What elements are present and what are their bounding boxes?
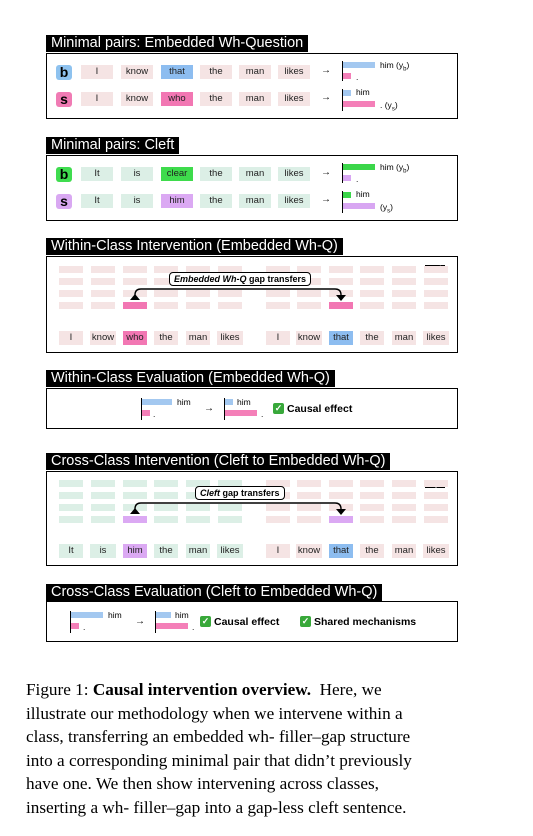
up-arrow (433, 286, 439, 289)
figure-caption (26, 678, 496, 820)
layer-cell (329, 516, 353, 523)
layer-cell (154, 290, 178, 297)
layer-cell (186, 302, 210, 309)
output-label (380, 202, 393, 217)
check-icon: ✓ (201, 616, 210, 626)
minimal-pairs-wh-box (46, 53, 458, 119)
token: the (200, 65, 232, 79)
up-arrow (338, 500, 344, 503)
token: It (59, 544, 83, 558)
badge-s: s (56, 92, 72, 107)
layer-cell (59, 516, 83, 523)
layer-cell (266, 516, 290, 523)
up-arrow (306, 512, 312, 515)
layer-cell (392, 504, 416, 511)
layer-cell (360, 492, 384, 499)
gap-transfers-text: gap transfers (246, 274, 307, 284)
token-highlight: him (161, 194, 193, 208)
badge-b: b (56, 65, 72, 80)
token: likes (278, 92, 310, 106)
layer-cell (91, 290, 115, 297)
layer-cell (266, 504, 290, 511)
cross-class-intervention-box (46, 471, 458, 566)
panel-title: Minimal pairs: Cleft (46, 137, 179, 154)
up-arrow (433, 512, 439, 515)
caption-line: class, transferring an embedded wh- filler–gap structure (26, 727, 411, 747)
token: likes (423, 544, 449, 558)
up-arrow (369, 488, 375, 491)
up-arrow (433, 500, 439, 503)
layer-cell (297, 516, 321, 523)
arrow-right: → (321, 92, 331, 103)
up-arrow (433, 298, 439, 301)
token-highlight: who (123, 331, 147, 345)
layer-cell (218, 302, 242, 309)
layer-cell (360, 302, 384, 309)
layer-cell (266, 290, 290, 297)
output-text: (y (380, 202, 388, 212)
layer-cell (91, 278, 115, 285)
layer-cell (123, 480, 147, 487)
panel-title: Within-Class Intervention (Embedded Wh-Q) (46, 238, 343, 255)
token: I (81, 92, 113, 106)
layer-cell (123, 278, 147, 285)
gap-transfers-text: gap transfers (220, 488, 280, 498)
layer-cell (91, 492, 115, 499)
output-text: him (y (380, 60, 404, 70)
minimal-pairs-cleft-box (46, 155, 458, 221)
up-arrow (68, 286, 74, 289)
up-arrow (401, 500, 407, 503)
layer-cell (218, 516, 242, 523)
up-arrow (369, 298, 375, 301)
bar-purple (343, 175, 351, 181)
caption-line: illustrate our methodology when we intervene within a (26, 703, 403, 723)
layer-cell (266, 302, 290, 309)
output-text: . (y (380, 100, 392, 110)
up-arrow (275, 298, 281, 301)
up-arrow (433, 274, 439, 277)
token: know (121, 92, 153, 106)
token: is (90, 544, 116, 558)
layer-cell (154, 492, 178, 499)
layer-cell (424, 480, 448, 487)
layer-cell (360, 516, 384, 523)
token: know (91, 332, 115, 343)
token: the (360, 544, 384, 558)
layer-cell (329, 492, 353, 499)
token: likes (278, 65, 310, 79)
cross-class-evaluation-box (46, 601, 458, 642)
layer-cell (91, 302, 115, 309)
token: likes (278, 167, 310, 181)
output-dot: . (192, 622, 195, 632)
within-class-evaluation-box (46, 388, 458, 429)
up-arrow (68, 500, 74, 503)
up-arrow (369, 512, 375, 515)
caption-text: Here, we (319, 680, 382, 699)
token: man (392, 331, 416, 345)
layer-cell (424, 302, 448, 309)
output-label: him (108, 610, 122, 620)
layer-cell (297, 302, 321, 309)
arrow-right: → (321, 194, 331, 205)
up-arrow (369, 500, 375, 503)
layer-cell (297, 290, 321, 297)
token: I (266, 544, 290, 558)
caption-label: Figure 1: (26, 680, 89, 699)
output-label (380, 60, 409, 75)
causal-effect-label: Causal effect (214, 616, 280, 628)
output-dot: . (153, 409, 156, 419)
bar-blue (142, 399, 172, 405)
layer-cell (424, 504, 448, 511)
up-arrow (433, 488, 439, 491)
layer-cell (424, 278, 448, 285)
bar-pink (156, 623, 188, 629)
up-arrow (369, 286, 375, 289)
token: It (81, 167, 113, 181)
token: I (266, 331, 290, 345)
token-highlight: clear (161, 167, 193, 181)
up-arrow (195, 512, 201, 515)
token-highlight: that (161, 65, 193, 79)
token: the (360, 331, 384, 345)
within-class-intervention-box (46, 256, 458, 353)
up-arrow (68, 274, 74, 277)
up-arrow (132, 286, 138, 289)
layer-cell (123, 302, 147, 309)
token: likes (217, 331, 243, 345)
layer-cell (297, 504, 321, 511)
token: know (297, 332, 321, 343)
bar-pink (225, 410, 257, 416)
panel-title: Within-Class Evaluation (Embedded Wh-Q) (46, 370, 335, 387)
panel-title: Cross-Class Intervention (Cleft to Embedded Wh-Q) (46, 453, 390, 470)
layer-cell (392, 492, 416, 499)
token: man (392, 544, 416, 558)
causal-effect-label: Causal effect (287, 403, 353, 415)
layer-cell (186, 504, 210, 511)
token: man (239, 65, 271, 79)
up-arrow (132, 500, 138, 503)
bar-green (343, 164, 375, 170)
up-arrow (338, 286, 344, 289)
up-arrow (163, 298, 169, 301)
token-highlight: that (329, 331, 353, 345)
layer-cell (360, 504, 384, 511)
token: likes (278, 194, 310, 208)
up-arrow (369, 274, 375, 277)
token: likes (217, 544, 243, 558)
layer-cell (360, 266, 384, 273)
token: the (200, 194, 232, 208)
output-dot: . (261, 409, 264, 419)
arrow-right: → (204, 403, 214, 414)
output-sub: b (403, 168, 407, 175)
up-arrow (306, 488, 312, 491)
output-text: him (y (380, 162, 404, 172)
panel-title: Minimal pairs: Embedded Wh-Question (46, 35, 308, 52)
caption-line: have one. We then show intervening across classes, (26, 774, 379, 794)
arrow-right: → (135, 616, 145, 627)
up-arrow (306, 298, 312, 301)
bar-blue (71, 612, 103, 618)
layer-cell (154, 480, 178, 487)
check-icon: ✓ (301, 616, 310, 626)
up-arrow (100, 286, 106, 289)
layer-cell (91, 516, 115, 523)
arrowhead-icon (336, 295, 346, 301)
output-label: him (177, 397, 191, 407)
output-close: ) (390, 202, 393, 212)
arrow-right: → (321, 65, 331, 76)
bar-blue (343, 90, 351, 96)
up-arrow (68, 488, 74, 491)
up-arrow (68, 298, 74, 301)
layer-cell (59, 278, 83, 285)
layer-cell (91, 480, 115, 487)
panel-title: Cross-Class Evaluation (Cleft to Embedded Wh-Q) (46, 584, 382, 601)
layer-cell (424, 492, 448, 499)
layer-cell (59, 504, 83, 511)
output-sub: s (387, 208, 391, 215)
token: the (154, 331, 178, 345)
token: man (239, 92, 271, 106)
layer-cell (91, 266, 115, 273)
layer-cell (360, 278, 384, 285)
token: the (200, 92, 232, 106)
badge-b: b (56, 167, 72, 182)
layer-cell (59, 492, 83, 499)
caption-line (26, 678, 496, 702)
output-close: ) (394, 100, 398, 110)
up-arrow (227, 512, 233, 515)
token: man (239, 194, 271, 208)
layer-cell (186, 516, 210, 523)
layer-cell (123, 516, 147, 523)
arrow-right: → (321, 167, 331, 178)
caption-line: into a corresponding minimal pair that didn’t previously (26, 750, 412, 770)
check-icon: ✓ (274, 403, 283, 413)
token-highlight: that (329, 544, 353, 558)
layer-cell (424, 516, 448, 523)
gap-transfers-label (195, 486, 285, 500)
output-label: him (356, 189, 370, 199)
up-arrow (401, 298, 407, 301)
bar-pink (142, 410, 150, 416)
output-label: him (356, 87, 370, 97)
token: know (121, 65, 153, 79)
layer-cell (329, 278, 353, 285)
output-label (380, 100, 398, 115)
layer-cell (424, 266, 448, 273)
layer-cell (297, 480, 321, 487)
up-arrow (132, 274, 138, 277)
layer-cell (123, 266, 147, 273)
layer-cell (218, 504, 242, 511)
layer-cell (91, 504, 115, 511)
token: man (186, 544, 210, 558)
layer-cell (329, 480, 353, 487)
caption-bold: Causal intervention overview. (92, 680, 312, 699)
layer-cell (329, 302, 353, 309)
token-highlight: him (123, 544, 147, 558)
up-arrow (275, 512, 281, 515)
output-close: ) (406, 162, 410, 172)
output-sub: b (403, 66, 407, 73)
up-arrow (100, 512, 106, 515)
up-arrow (100, 500, 106, 503)
up-arrow (401, 512, 407, 515)
bar-pink (71, 623, 79, 629)
gap-transfers-label (169, 272, 311, 286)
layer-cell (154, 504, 178, 511)
layer-cell (297, 492, 321, 499)
layer-cell (392, 516, 416, 523)
layer-cell (392, 480, 416, 487)
up-arrow (163, 488, 169, 491)
bar-purple (343, 203, 375, 209)
caption-line: inserting a wh- filler–gap into a gap-less cleft sentence. (26, 797, 407, 817)
token: I (59, 331, 83, 345)
up-arrow (401, 488, 407, 491)
output-dot: . (356, 72, 359, 82)
layer-cell (329, 266, 353, 273)
bar-green (343, 192, 351, 198)
layer-cell (59, 302, 83, 309)
bar-blue (225, 399, 233, 405)
up-arrow (132, 488, 138, 491)
output-label: him (237, 397, 251, 407)
layer-cell (392, 290, 416, 297)
output-sub: s (391, 106, 395, 113)
up-arrow (195, 298, 201, 301)
token: man (186, 331, 210, 345)
layer-cell (392, 278, 416, 285)
layer-cell (392, 302, 416, 309)
up-arrow (227, 298, 233, 301)
output-dot: . (356, 174, 359, 184)
output-label (380, 162, 409, 177)
token: the (200, 167, 232, 181)
token: is (121, 194, 153, 208)
output-label: him (175, 610, 189, 620)
up-arrow (338, 488, 344, 491)
up-arrow (100, 274, 106, 277)
up-arrow (338, 274, 344, 277)
gap-transfers-italic: Cleft (200, 488, 220, 498)
layer-cell (360, 290, 384, 297)
bar-pink (343, 73, 351, 79)
shared-mechanisms-label: Shared mechanisms (314, 616, 417, 628)
token: It (81, 194, 113, 208)
layer-cell (123, 492, 147, 499)
up-arrow (401, 274, 407, 277)
output-dot: . (83, 622, 86, 632)
up-arrow (163, 512, 169, 515)
layer-cell (59, 266, 83, 273)
up-arrow (68, 512, 74, 515)
bar-blue (343, 62, 375, 68)
layer-cell (392, 266, 416, 273)
bar-pink (343, 101, 375, 107)
layer-cell (154, 516, 178, 523)
token: is (121, 167, 153, 181)
layer-cell (154, 302, 178, 309)
up-arrow (100, 298, 106, 301)
token: know (297, 545, 321, 556)
gap-transfers-italic: Embedded Wh-Q (174, 274, 247, 284)
token-highlight: who (161, 92, 193, 106)
up-arrow (401, 286, 407, 289)
arrowhead-icon (336, 509, 346, 515)
token: I (81, 65, 113, 79)
up-arrow (100, 488, 106, 491)
layer-cell (424, 290, 448, 297)
layer-cell (218, 290, 242, 297)
layer-cell (360, 480, 384, 487)
token: man (239, 167, 271, 181)
output-close: ) (406, 60, 410, 70)
layer-cell (59, 480, 83, 487)
bar-blue (156, 612, 171, 618)
layer-cell (186, 290, 210, 297)
token: the (154, 544, 178, 558)
badge-s: s (56, 194, 72, 209)
token: likes (423, 331, 449, 345)
layer-cell (59, 290, 83, 297)
